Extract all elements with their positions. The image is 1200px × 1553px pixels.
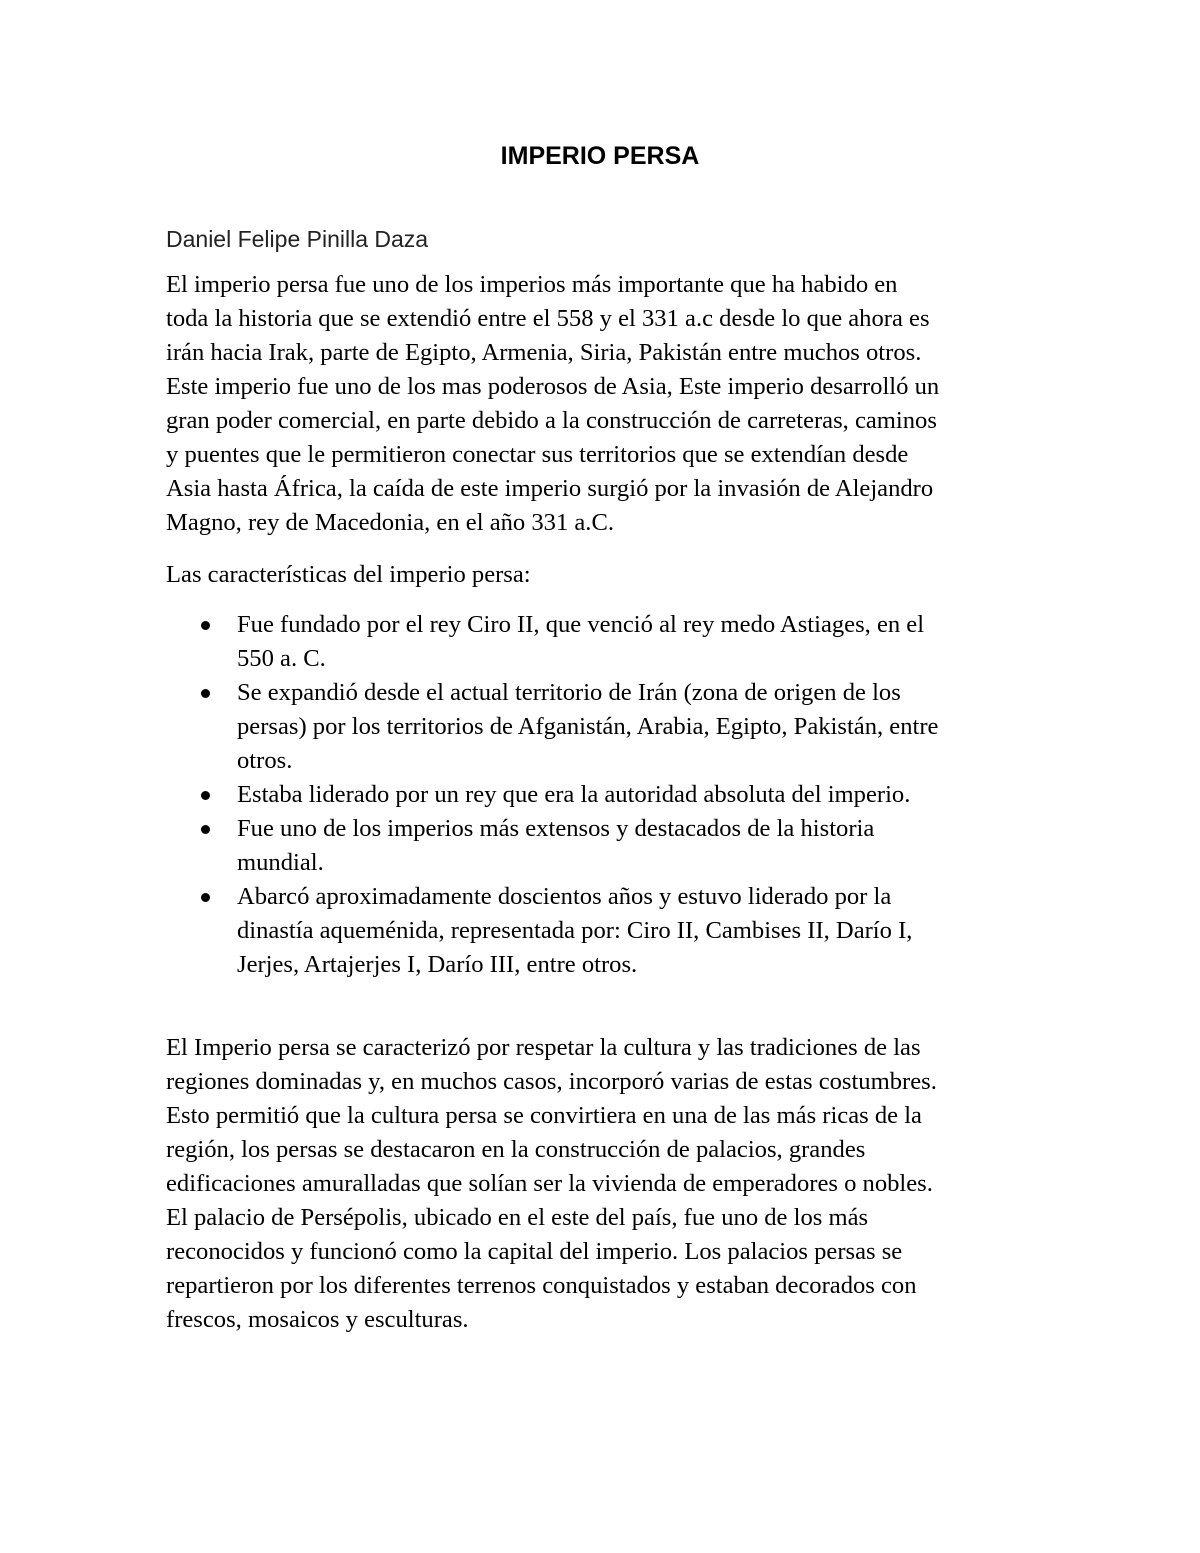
bullet-icon: [201, 621, 210, 630]
document-title: IMPERIO PERSA: [500, 142, 700, 170]
bullet-icon: [201, 893, 210, 902]
culture-paragraph: [166, 1031, 1046, 1337]
paragraph-line: Este imperio fue uno de los mas poderosos de Asia, Este imperio desarrolló un: [166, 373, 940, 400]
list-item-line: persas) por los territorios de Afganistán, Arabia, Egipto, Pakistán, entre: [237, 713, 939, 740]
author-name: Daniel Felipe Pinilla Daza: [166, 226, 429, 252]
paragraph-line: El palacio de Persépolis, ubicado en el este del país, fue uno de los más: [166, 1204, 869, 1231]
list-item-line: Fue uno de los imperios más extensos y destacados de la historia: [237, 815, 875, 842]
list-item: [166, 608, 1046, 676]
paragraph-line: gran poder comercial, en parte debido a la construcción de carreteras, caminos: [166, 407, 937, 434]
list-item-line: dinastía aqueménida, representada por: Ciro II, Cambises II, Darío I,: [237, 917, 913, 944]
bullet-icon: [201, 791, 210, 800]
list-item: [166, 676, 1046, 778]
intro-paragraph: [166, 268, 1046, 540]
list-heading: Las características del imperio persa:: [166, 561, 531, 588]
list-item-line: Estaba liderado por un rey que era la autoridad absoluta del imperio.: [237, 781, 911, 808]
bullet-icon: [201, 689, 210, 698]
paragraph-line: reconocidos y funcionó como la capital del imperio. Los palacios persas se: [166, 1238, 903, 1265]
list-item: [166, 778, 1046, 812]
paragraph-line: Magno, rey de Macedonia, en el año 331 a.C.: [166, 509, 615, 536]
list-item-line: Abarcó aproximadamente doscientos años y estuvo liderado por la: [237, 883, 892, 910]
list-item-line: Fue fundado por el rey Ciro II, que venció al rey medo Astiages, en el: [237, 611, 925, 638]
list-item: [166, 812, 1046, 880]
list-item-line: otros.: [237, 747, 293, 774]
paragraph-line: regiones dominadas y, en muchos casos, incorporó varias de estas costumbres.: [166, 1068, 937, 1095]
paragraph-line: El Imperio persa se caracterizó por respetar la cultura y las tradiciones de las: [166, 1034, 921, 1061]
paragraph-line: Asia hasta África, la caída de este imperio surgió por la invasión de Alejandro: [166, 475, 934, 502]
list-item-line: Jerjes, Artajerjes I, Darío III, entre otros.: [237, 951, 638, 978]
paragraph-line: edificaciones amuralladas que solían ser la vivienda de emperadores o nobles.: [166, 1170, 933, 1197]
list-item-line: mundial.: [237, 849, 324, 876]
paragraph-line: Esto permitió que la cultura persa se convirtiera en una de las más ricas de la: [166, 1102, 922, 1129]
paragraph-line: región, los persas se destacaron en la construcción de palacios, grandes: [166, 1136, 866, 1163]
paragraph-line: irán hacia Irak, parte de Egipto, Armenia, Siria, Pakistán entre muchos otros.: [166, 339, 922, 366]
list-item-line: Se expandió desde el actual territorio de Irán (zona de origen de los: [237, 679, 901, 706]
list-item: [166, 880, 1046, 982]
paragraph-line: El imperio persa fue uno de los imperios más importante que ha habido en: [166, 271, 898, 298]
paragraph-line: frescos, mosaicos y esculturas.: [166, 1306, 469, 1333]
paragraph-line: repartieron por los diferentes terrenos conquistados y estaban decorados con: [166, 1272, 917, 1299]
paragraph-line: y puentes que le permitieron conectar sus territorios que se extendían desde: [166, 441, 909, 468]
paragraph-line: toda la historia que se extendió entre el 558 y el 331 a.c desde lo que ahora es: [166, 305, 930, 332]
characteristics-list: [166, 608, 1046, 982]
list-item-line: 550 a. C.: [237, 645, 326, 672]
bullet-icon: [201, 825, 210, 834]
